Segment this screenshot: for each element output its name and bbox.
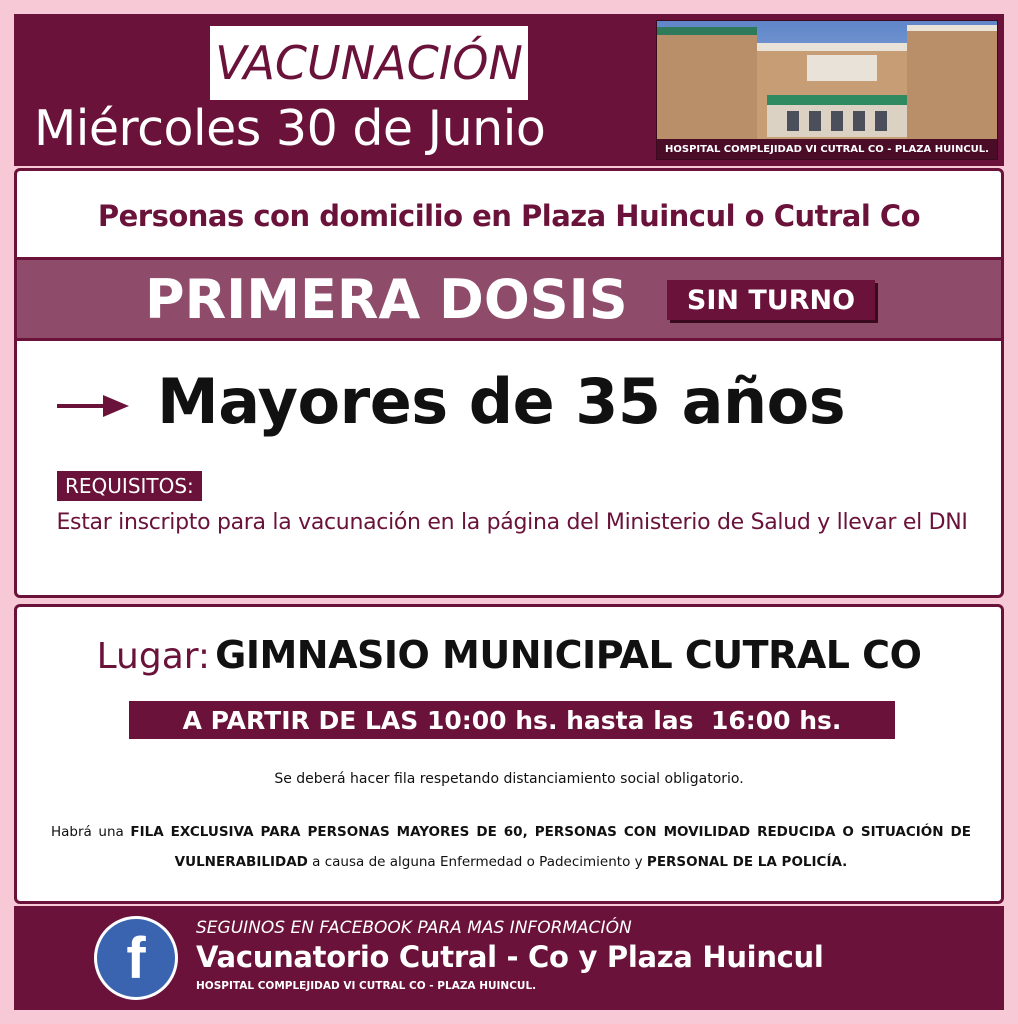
exclusive-text-3: a causa de alguna Enfermedad o Padecimiento y	[307, 854, 647, 870]
header-banner	[14, 14, 1004, 166]
location-line	[17, 633, 1001, 677]
follow-text: SEGUINOS EN FACEBOOK PARA MAS INFORMACIÓN	[196, 918, 632, 938]
exclusive-text-4: PERSONAL DE LA POLICÍA.	[646, 854, 848, 870]
exclusive-text-1: Habrá una	[51, 824, 131, 840]
exclusive-queue-note	[51, 817, 971, 877]
facebook-letter: f	[126, 925, 146, 991]
exclusive-text-2: FILA EXCLUSIVA PARA PERSONAS MAYORES DE 60, PERSONAS CON MOVILIDAD REDUCIDA O SITUACIÓN DE VULNERABILIDAD	[130, 824, 971, 870]
title-box	[210, 26, 528, 100]
no-appointment-badge: SIN TURNO	[667, 280, 875, 320]
arrow-right-icon	[57, 393, 129, 419]
requirements-label: REQUISITOS:	[57, 471, 202, 501]
facebook-icon[interactable]	[94, 916, 178, 1000]
photo-caption: HOSPITAL COMPLEJIDAD VI CUTRAL CO - PLAZA HUINCUL.	[657, 139, 997, 159]
page-title: VACUNACIÓN	[215, 36, 523, 90]
age-group: Mayores de 35 años	[157, 365, 846, 438]
footer-hospital-name: HOSPITAL COMPLEJIDAD VI CUTRAL CO - PLAZA HUINCUL.	[196, 980, 537, 992]
eligibility-panel	[14, 168, 1004, 598]
footer-banner	[14, 906, 1004, 1010]
residence-requirement: Personas con domicilio en Plaza Huincul o Cutral Co	[97, 199, 921, 233]
hours-bar: A PARTIR DE LAS 10:00 hs. hasta las 16:00 hs.	[129, 701, 895, 739]
location-panel	[14, 604, 1004, 904]
location-value: GIMNASIO MUNICIPAL CUTRAL CO	[215, 633, 922, 677]
event-date: Miércoles 30 de Junio	[34, 100, 546, 157]
facebook-page-name[interactable]: Vacunatorio Cutral - Co y Plaza Huincul	[196, 940, 824, 974]
location-label: Lugar:	[96, 636, 211, 677]
dose-band	[17, 257, 1001, 341]
requirements-text: Estar inscripto para la vacunación en la página del Ministerio de Salud y llevar el DNI	[56, 510, 968, 535]
queue-note: Se deberá hacer fila respetando distanciamiento social obligatorio.	[274, 771, 744, 787]
dose-title: PRIMERA DOSIS	[145, 268, 628, 331]
hospital-photo	[656, 20, 998, 160]
